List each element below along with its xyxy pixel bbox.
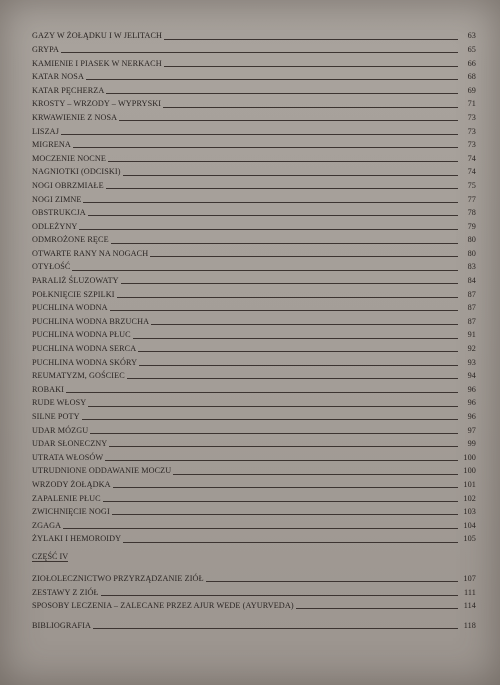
toc-leader-line [88, 215, 458, 216]
toc-entry-page-number: 66 [467, 58, 476, 68]
toc-entry [32, 204, 476, 218]
toc-entry [32, 163, 476, 177]
toc-leader-line [121, 283, 458, 284]
toc-entry-label: RUDE WŁOSY [32, 398, 87, 408]
toc-leader-line [83, 202, 458, 203]
toc-entry-label: GAZY W ŻOŁĄDKU I W JELITACH [32, 31, 163, 41]
toc-entry-page-number: 114 [463, 601, 476, 611]
toc-entry-label: OTWARTE RANY NA NOGACH [32, 248, 149, 258]
toc-entry [32, 326, 476, 340]
toc-entry-page-number: 87 [467, 289, 476, 299]
toc-leader-line [106, 93, 458, 94]
toc-entry-label: KATAR PĘCHERZA [32, 85, 105, 95]
toc-entry-label: UTRATA WŁOSÓW [32, 452, 104, 462]
toc-entry-label: KRWAWIENIE Z NOSA [32, 112, 118, 122]
toc-entry [32, 149, 476, 163]
toc-entry [32, 367, 476, 381]
toc-leader-line [173, 474, 458, 475]
section-heading-text: CZĘŚĆ IV [32, 551, 69, 561]
toc-entry [32, 136, 476, 150]
toc-leader-line [164, 39, 458, 40]
toc-entry-label: ZGAGA [32, 520, 62, 530]
toc-entry-label: BIBLIOGRAFIA [32, 621, 91, 631]
toc-entry [32, 177, 476, 191]
toc-leader-line [72, 270, 458, 271]
toc-leader-line [90, 433, 458, 434]
toc-entry [32, 489, 476, 503]
toc-entry-page-number: 92 [467, 344, 476, 354]
toc-leader-line [79, 229, 458, 230]
toc-entry [32, 95, 476, 109]
toc-entry-label: PUCHLINA WODNA PŁUC [32, 330, 131, 340]
toc-leader-line [105, 460, 458, 461]
toc-leader-line [61, 134, 458, 135]
toc-entry-label: NOGI OBRZMIAŁE [32, 180, 104, 190]
toc-entry-page-number: 84 [467, 276, 476, 286]
toc-part1-list [32, 27, 476, 544]
toc-leader-line [138, 351, 458, 352]
toc-leader-line [73, 147, 458, 148]
toc-entry-label: PUCHLINA WODNA [32, 303, 108, 313]
toc-leader-line [113, 487, 458, 488]
toc-entry-label: UDAR SŁONECZNY [32, 439, 108, 449]
toc-leader-line [133, 338, 458, 339]
toc-entry [32, 516, 476, 530]
toc-entry-label: SILNE POTY [32, 412, 80, 422]
toc-entry-page-number: 96 [467, 412, 476, 422]
toc-entry-label: WRZODY ŻOŁĄDKA [32, 479, 111, 489]
toc-entry [32, 340, 476, 354]
toc-entry-page-number: 93 [467, 357, 476, 367]
toc-entry [32, 27, 476, 41]
toc-entry-label: ZWICHNIĘCIE NOGI [32, 507, 110, 517]
toc-entry-label: ROBAKI [32, 384, 64, 394]
toc-part2-list [32, 570, 476, 631]
toc-entry-page-number: 68 [467, 72, 476, 82]
toc-entry [32, 122, 476, 136]
toc-entry-page-number: 69 [467, 85, 476, 95]
toc-entry [32, 258, 476, 272]
toc-entry-label: ZIOŁOLECZNICTWO PRZYRZĄDZANIE ZIÓŁ [32, 573, 204, 583]
toc-leader-line [163, 107, 458, 108]
toc-entry-label: NAGNIOTKI (ODCISKI) [32, 167, 121, 177]
toc-entry-page-number: 73 [467, 126, 476, 136]
toc-entry [32, 380, 476, 394]
toc-entry [32, 462, 476, 476]
toc-entry-page-number: 65 [467, 44, 476, 54]
toc-leader-line [88, 406, 458, 407]
toc-entry [32, 597, 476, 611]
toc-entry-page-number: 79 [467, 221, 476, 231]
toc-leader-line [103, 501, 458, 502]
table-of-contents [32, 27, 476, 630]
toc-entry [32, 583, 476, 597]
toc-entry-page-number: 100 [463, 452, 476, 462]
toc-entry [32, 299, 476, 313]
toc-entry-label: GRYPA [32, 44, 60, 54]
toc-entry [32, 312, 476, 326]
toc-leader-line [151, 324, 458, 325]
toc-leader-line [123, 542, 458, 543]
toc-leader-line [123, 175, 458, 176]
toc-leader-line [108, 161, 458, 162]
toc-entry [32, 610, 476, 630]
toc-leader-line [110, 310, 458, 311]
toc-entry-page-number: 100 [463, 466, 476, 476]
toc-entry-page-number: 91 [467, 330, 476, 340]
toc-leader-line [101, 595, 458, 596]
toc-entry-label: LISZAJ [32, 126, 59, 136]
toc-entry-page-number: 118 [463, 621, 476, 631]
toc-entry [32, 448, 476, 462]
toc-leader-line [111, 243, 458, 244]
section-heading [32, 544, 476, 570]
toc-entry [32, 408, 476, 422]
toc-entry-label: KAMIENIE I PIASEK W NERKACH [32, 58, 162, 68]
toc-leader-line [164, 66, 458, 67]
toc-entry [32, 503, 476, 517]
toc-leader-line [139, 365, 458, 366]
toc-entry-page-number: 87 [467, 303, 476, 313]
toc-entry [32, 109, 476, 123]
toc-entry-page-number: 101 [463, 479, 476, 489]
toc-entry [32, 190, 476, 204]
toc-entry [32, 54, 476, 68]
toc-entry-label: OBSTRUKCJA [32, 208, 86, 218]
toc-entry [32, 217, 476, 231]
toc-leader-line [127, 378, 458, 379]
toc-entry-label: ZESTAWY Z ZIÓŁ [32, 587, 99, 597]
toc-leader-line [117, 297, 458, 298]
toc-entry-label: SPOSOBY LECZENIA – ZALECANE PRZEZ AJUR WEDE (AYURVEDA) [32, 601, 294, 611]
toc-entry-page-number: 77 [467, 194, 476, 204]
toc-entry [32, 570, 476, 584]
toc-leader-line [93, 628, 458, 629]
toc-entry-label: PARALIŻ ŚLUZOWATY [32, 276, 119, 286]
toc-leader-line [82, 419, 458, 420]
toc-entry-page-number: 73 [467, 140, 476, 150]
toc-entry-page-number: 96 [467, 384, 476, 394]
toc-entry [32, 435, 476, 449]
toc-leader-line [112, 514, 458, 515]
toc-entry-label: MOCZENIE NOCNE [32, 153, 106, 163]
toc-entry-label: UTRUDNIONE ODDAWANIE MOCZU [32, 466, 172, 476]
toc-entry [32, 68, 476, 82]
toc-leader-line [61, 52, 458, 53]
toc-entry-label: KROSTY – WRZODY – WYPRYSKI [32, 99, 162, 109]
toc-leader-line [206, 581, 458, 582]
toc-entry-label: PUCHLINA WODNA SERCA [32, 344, 137, 354]
toc-entry-label: KATAR NOSA [32, 72, 84, 82]
toc-entry [32, 272, 476, 286]
toc-entry-page-number: 96 [467, 398, 476, 408]
toc-entry-page-number: 78 [467, 208, 476, 218]
toc-leader-line [66, 392, 458, 393]
toc-entry-page-number: 103 [463, 507, 476, 517]
toc-leader-line [86, 79, 458, 80]
toc-leader-line [150, 256, 458, 257]
toc-entry-page-number: 71 [467, 99, 476, 109]
toc-entry [32, 421, 476, 435]
toc-entry-page-number: 102 [463, 493, 476, 503]
toc-entry-page-number: 63 [467, 31, 476, 41]
toc-entry-label: PUCHLINA WODNA BRZUCHA [32, 316, 150, 326]
toc-leader-line [119, 120, 458, 121]
toc-leader-line [109, 446, 458, 447]
toc-entry-page-number: 105 [463, 534, 476, 544]
toc-entry [32, 530, 476, 544]
toc-entry-page-number: 80 [467, 248, 476, 258]
toc-entry-label: MIGRENA [32, 140, 71, 150]
toc-entry [32, 476, 476, 490]
toc-leader-line [106, 188, 458, 189]
toc-entry-label: POŁKNIĘCIE SZPILKI [32, 289, 115, 299]
toc-entry-label: OTYŁOŚĆ [32, 262, 71, 272]
toc-entry-page-number: 99 [467, 439, 476, 449]
toc-entry-page-number: 74 [467, 153, 476, 163]
toc-entry-page-number: 83 [467, 262, 476, 272]
toc-entry-page-number: 107 [463, 573, 476, 583]
toc-entry [32, 231, 476, 245]
toc-entry-page-number: 97 [467, 425, 476, 435]
toc-entry [32, 41, 476, 55]
toc-entry-label: NOGI ZIMNE [32, 194, 82, 204]
toc-entry [32, 81, 476, 95]
toc-entry-label: ODLEŻYNY [32, 221, 78, 231]
toc-entry-page-number: 74 [467, 167, 476, 177]
toc-entry [32, 285, 476, 299]
toc-entry [32, 394, 476, 408]
toc-entry-page-number: 94 [467, 371, 476, 381]
toc-entry [32, 353, 476, 367]
toc-entry-label: ŻYLAKI I HEMOROIDY [32, 534, 122, 544]
toc-entry-label: ZAPALENIE PŁUC [32, 493, 101, 503]
toc-leader-line [63, 528, 458, 529]
toc-entry-label: UDAR MÓZGU [32, 425, 89, 435]
toc-entry-page-number: 87 [467, 316, 476, 326]
toc-leader-line [296, 608, 458, 609]
toc-entry-label: ODMROŻONE RĘCE [32, 235, 109, 245]
toc-entry-page-number: 104 [463, 520, 476, 530]
toc-entry-label: REUMATYZM, GOŚCIEC [32, 371, 125, 381]
toc-entry-page-number: 75 [467, 180, 476, 190]
toc-entry-page-number: 111 [464, 587, 476, 597]
toc-entry-page-number: 73 [467, 112, 476, 122]
toc-entry-page-number: 80 [467, 235, 476, 245]
toc-entry [32, 245, 476, 259]
toc-entry-label: PUCHLINA WODNA SKÓRY [32, 357, 138, 367]
